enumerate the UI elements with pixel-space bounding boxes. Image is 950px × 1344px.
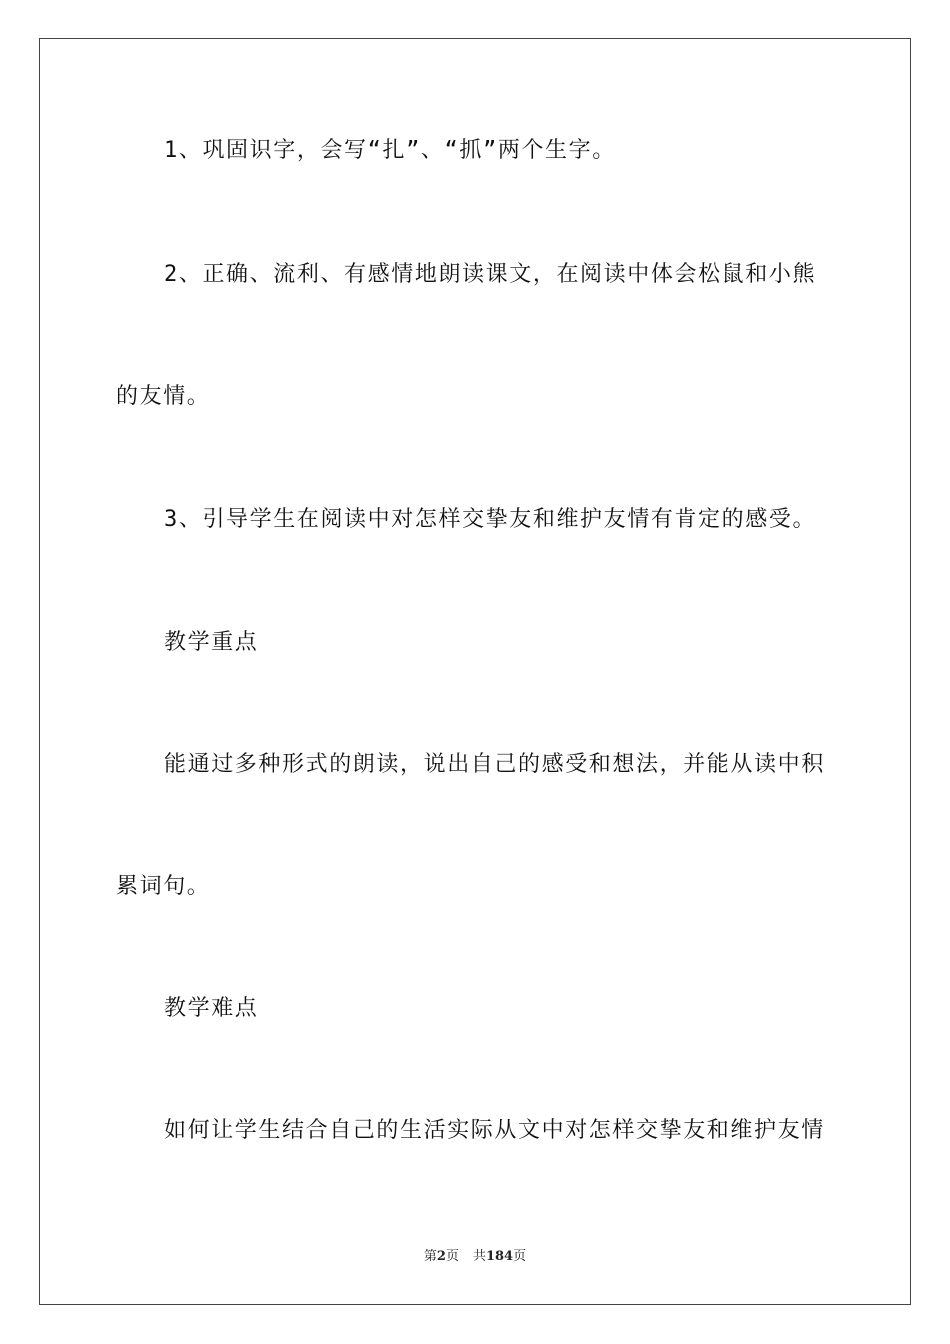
footer-total-prefix: 共 <box>472 1249 486 1264</box>
heading-teaching-focus: 教学重点 <box>164 630 259 655</box>
footer-page-number: 2 <box>436 1249 446 1264</box>
heading-teaching-difficulty: 教学难点 <box>164 996 259 1021</box>
teaching-focus-text: 能通过多种形式的朗读，说出自己的感受和想法，并能从读中积 <box>164 752 825 777</box>
teaching-focus-text-continued: 累词句。 <box>116 874 211 899</box>
objective-2-continued: 的友情。 <box>116 384 211 409</box>
footer-total-number: 184 <box>485 1249 514 1264</box>
objective-2: 2、正确、流利、有感情地朗读课文，在阅读中体会松鼠和小熊 <box>164 262 817 287</box>
footer-total-suffix: 页 <box>513 1249 527 1264</box>
objective-3: 3、引导学生在阅读中对怎样交挚友和维护友情有肯定的感受。 <box>164 507 817 532</box>
page-footer <box>0 1248 950 1266</box>
objective-1: 1、巩固识字，会写“扎”、“抓”两个生字。 <box>164 138 616 163</box>
page-border <box>39 38 911 1305</box>
teaching-difficulty-text: 如何让学生结合自己的生活实际从文中对怎样交挚友和维护友情 <box>164 1118 825 1143</box>
footer-page-suffix: 页 <box>445 1249 459 1264</box>
footer-page-prefix: 第 <box>423 1249 437 1264</box>
